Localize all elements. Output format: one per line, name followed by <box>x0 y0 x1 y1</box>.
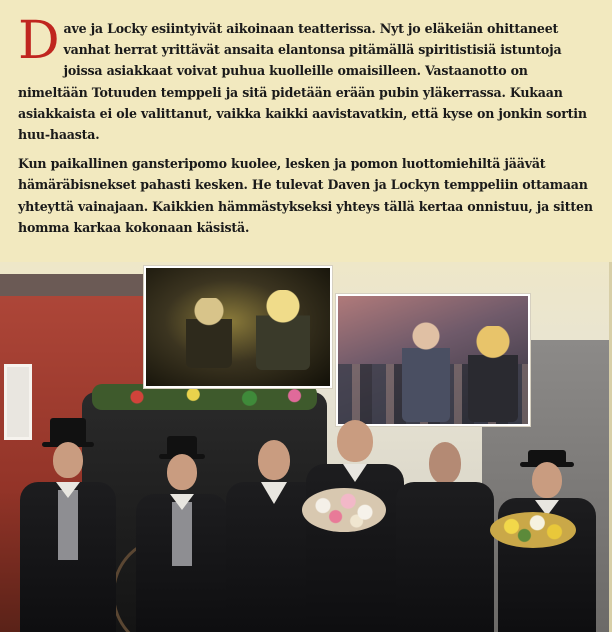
top-hat <box>50 418 86 444</box>
inset-figure-man <box>402 322 450 422</box>
synopsis-paragraph-2: Kun paikallinen gansteripomo kuolee, lesken ja pomon luottomiehiltä jäävät hämäräbisnekset pahasti kesken. He tulevat Daven ja Lockyn temppeliin ottamaan yhteyttä vainajaan. Kaikkien hämmästykseksi yhteys tällä kertaa onnistuu, ja sitten homma karkaa kokonaan käsistä. <box>18 156 593 235</box>
inset-photo-seance <box>144 266 332 388</box>
inset-figure-dave <box>186 298 232 368</box>
top-hat <box>167 436 197 456</box>
mourner-vest <box>58 490 78 560</box>
building-roof <box>0 274 145 296</box>
movie-still-collage <box>0 262 612 632</box>
white-bouquet <box>302 488 386 532</box>
mourner-head <box>167 454 197 490</box>
synopsis-text <box>18 11 598 238</box>
mourner-vest <box>172 502 192 566</box>
inset-photo-street <box>336 294 530 426</box>
mourner-head <box>337 420 373 462</box>
mourner-top-hat-second <box>136 436 228 632</box>
yellow-bouquet <box>490 512 576 548</box>
paragraph-1-text: ave ja Locky esiintyivät aikoinaan teatterissa. Nyt jo eläkeiän ohittaneet vanhat herrat yrittävät ansaita elantonsa pitämällä spiritistisiä istuntoja joissa asiakkaat voivat puhua kuolleille omaisilleen. Vastaanotto on nimeltään Totuuden temppeli ja sitä pidetään erään pubin yläkerrassa. Kukaan asiakkaista ei ole valittanut, vaikka kaikki aavistavatkin, että kyse on jonkin sortin huu-haasta. <box>18 21 587 143</box>
widow-dress <box>396 482 494 632</box>
mourner-head <box>258 440 290 480</box>
mourner-head <box>53 442 83 478</box>
synopsis-paragraph-1 <box>18 11 598 145</box>
drop-cap-letter: D <box>18 11 60 71</box>
inset-figure-blonde <box>468 326 518 422</box>
inset-figure-locky <box>256 290 310 370</box>
widow-head <box>429 442 461 484</box>
widow-mourner <box>396 442 494 632</box>
mourner-head <box>532 462 562 498</box>
mourner-top-hat-left <box>20 418 116 632</box>
